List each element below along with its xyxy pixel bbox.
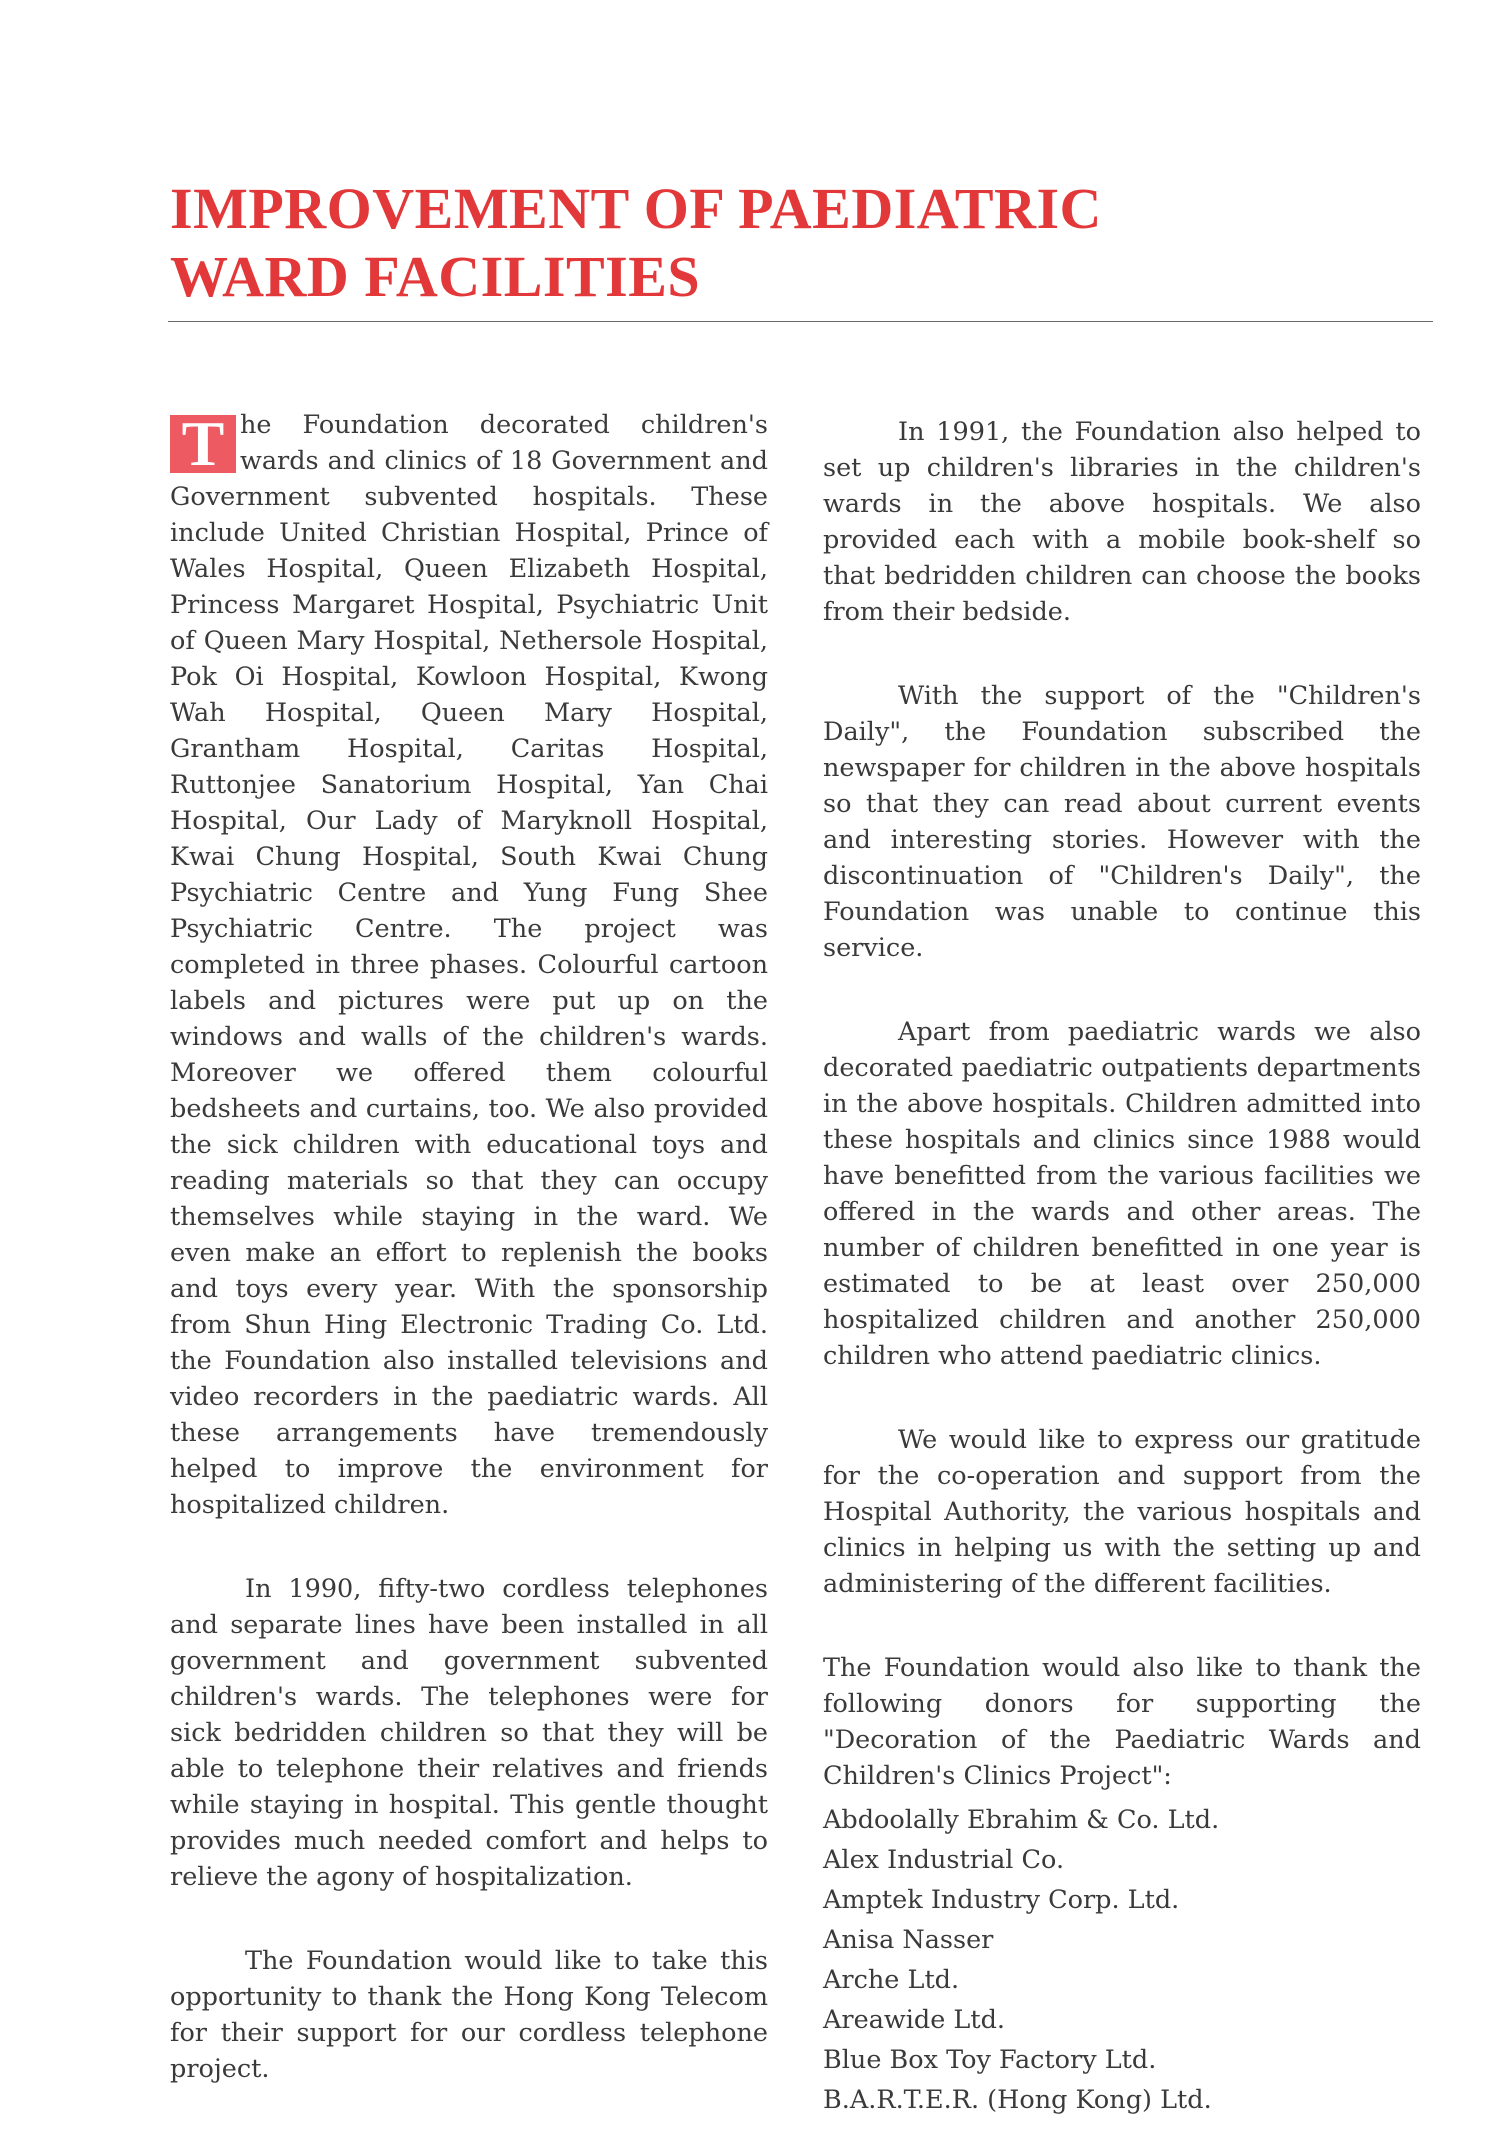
donor-item: Abdoolally Ebrahim & Co. Ltd. — [823, 1805, 1220, 1835]
childrens-daily-paragraph: With the support of the "Children's Daily", the Foundation subscribed the newspaper for children in the above hospitals so that they can read about current events and interesting stories. However with the discontinuation of "Children's Daily", the Foundation was unable to continue this service. — [823, 681, 1421, 963]
title-line-2: WARD FACILITIES — [170, 244, 701, 309]
libraries-paragraph: In 1991, the Foundation also helped to set up children's libraries in the children's wards in the above hospitals. We also provided each with a mobile book-shelf so that bedridden children can choose the books from their bedside. — [823, 417, 1421, 627]
donor-item: B.A.R.T.E.R. (Hong Kong) Ltd. — [823, 2085, 1212, 2115]
outpatients-paragraph: Apart from paediatric wards we also decorated paediatric outpatients departments in the above hospitals. Children admitted into these hospitals and clinics since 1988 would have benefitted from the various facilities we offered in the wards and other areas. The number of children benefitted in one year is estimated to be at least over 250,000 hospitalized children and another 250,000 children who attend paediatric clinics. — [823, 1017, 1421, 1371]
donor-item: Amptek Industry Corp. Ltd. — [823, 1885, 1180, 1915]
gratitude-paragraph: We would like to express our gratitude for the co-operation and support from the Hospital Authority, the various hospitals and clinics in helping us with the setting up and administering of the different facilities. — [823, 1425, 1421, 1599]
donor-item: Areawide Ltd. — [823, 2005, 1006, 2035]
right-column — [823, 414, 1421, 2120]
donor-item: Arche Ltd. — [823, 1965, 960, 1995]
drop-cap: T — [170, 415, 236, 473]
donor-item: Anisa Nasser — [823, 1925, 994, 1955]
intro-paragraph-text: he Foundation decorated children's wards and clinics of 18 Government and Government subvented hospitals. These include United Christian Hospital, Prince of Wales Hospital, Queen Elizabeth Hospital, Princess Margaret Hospital, Psychiatric Unit of Queen Mary Hospital, Nethersole Hospital, Pok Oi Hospital, Kowloon Hospital, Kwong Wah Hospital, Queen Mary Hospital, Grantham Hospital, Caritas Hospital, Ruttonjee Sanatorium Hospital, Yan Chai Hospital, Our Lady of Maryknoll Hospital, Kwai Chung Hospital, South Kwai Chung Psychiatric Centre and Yung Fung Shee Psychiatric Centre. The project was completed in three phases. Colourful cartoon labels and pictures were put up on the windows and walls of the children's wards. Moreover we offered them colourful bedsheets and curtains, too. We also provided the sick children with educational toys and reading materials so that they can occupy themselves while staying in the ward. We even make an effort to replenish the books and toys every year. With the sponsorship from Shun Hing Electronic Trading Co. Ltd. the Foundation also installed televisions and video recorders in the paediatric wards. All these arrangements have tremendously helped to improve the environment for hospitalized children. — [170, 410, 768, 1520]
left-column — [170, 407, 768, 2135]
donors-intro-paragraph: The Foundation would also like to thank the following donors for supporting the "Decoration of the Paediatric Wards and Children's Clinics Project": — [823, 1653, 1421, 1791]
donor-list — [823, 1800, 1421, 2120]
intro-paragraph — [170, 407, 768, 1523]
donor-item: Alex Industrial Co. — [823, 1845, 1065, 1875]
title-divider — [168, 321, 1433, 322]
telecom-thanks-paragraph: The Foundation would like to take this opportunity to thank the Hong Kong Telecom for their support for our cordless telephone project. — [170, 1946, 768, 2084]
telephones-paragraph: In 1990, fifty-two cordless telephones and separate lines have been installed in all government and government subvented children's wards. The telephones were for sick bedridden children so that they will be able to telephone their relatives and friends while staying in hospital. This gentle thought provides much needed comfort and helps to relieve the agony of hospitalization. — [170, 1574, 768, 1892]
donor-item: Blue Box Toy Factory Ltd. — [823, 2045, 1157, 2075]
page-title — [170, 175, 1370, 311]
title-line-1: IMPROVEMENT OF PAEDIATRIC — [170, 176, 1102, 241]
